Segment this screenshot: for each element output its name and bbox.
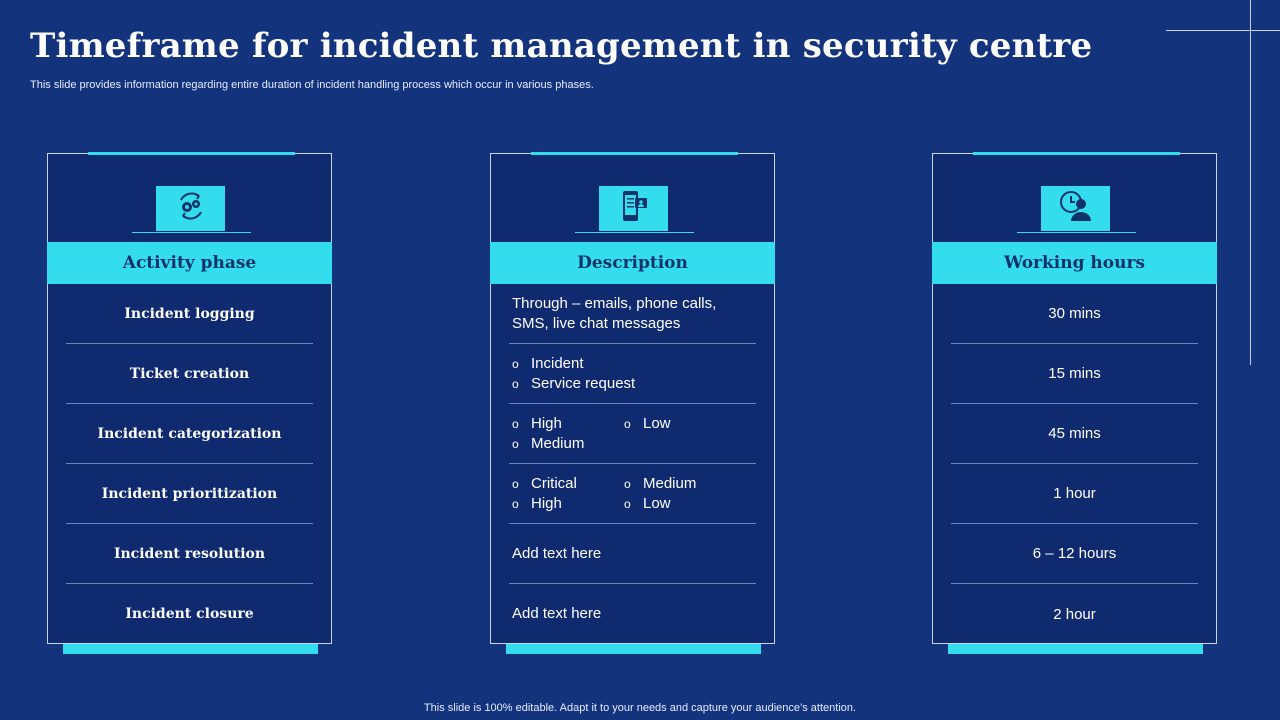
activity-label: Ticket creation	[129, 365, 250, 382]
hours-value: 1 hour	[1053, 485, 1096, 502]
working-hours-list	[951, 284, 1198, 644]
page-subtitle: This slide provides information regarding entire duration of incident handling process which occur in various phases.	[30, 79, 594, 91]
bullet-item: o Critical	[512, 474, 577, 492]
list-item	[509, 284, 756, 344]
icon-underline	[575, 232, 694, 233]
activity-phase-list	[66, 284, 313, 644]
hours-value: 45 mins	[1048, 425, 1101, 442]
description-icon-box	[599, 186, 668, 231]
list-item	[951, 524, 1198, 584]
description-placeholder: Add text here	[512, 605, 602, 622]
hours-value: 15 mins	[1048, 365, 1101, 382]
list-item	[951, 344, 1198, 404]
bullet-item: o Medium	[512, 434, 585, 452]
bullet-glyph: o	[624, 476, 631, 491]
hours-icon-box	[1041, 186, 1110, 231]
activity-label: Incident logging	[124, 305, 255, 322]
list-item	[509, 584, 756, 644]
card-bottom-accent	[63, 644, 318, 654]
card-top-accent	[88, 152, 295, 155]
bullet-item: o Low	[624, 414, 671, 432]
description-text: Through – emails, phone calls, SMS, live chat messages	[512, 294, 717, 332]
bullet-item: o Incident	[512, 354, 584, 372]
bullet-glyph: o	[512, 416, 519, 431]
clock-person-icon	[1059, 189, 1093, 228]
activity-label: Incident categorization	[97, 425, 282, 442]
description-header: Description	[490, 242, 775, 284]
list-item	[66, 524, 313, 584]
list-item	[66, 284, 313, 344]
list-item	[66, 344, 313, 404]
decorative-line-vertical	[1250, 0, 1251, 365]
icon-underline	[1017, 232, 1136, 233]
card-bottom-accent	[948, 644, 1203, 654]
bullet-glyph: o	[624, 416, 631, 431]
list-item	[951, 584, 1198, 644]
card-top-accent	[973, 152, 1180, 155]
bullet-glyph: o	[512, 476, 519, 491]
working-hours-header: Working hours	[932, 242, 1217, 284]
bullet-item: o Medium	[624, 474, 697, 492]
list-item	[66, 584, 313, 644]
bullet-glyph: o	[512, 436, 519, 451]
hours-value: 2 hour	[1053, 605, 1096, 623]
page-title: Timeframe for incident management in security centre	[30, 26, 1093, 66]
bullet-glyph: o	[624, 496, 631, 511]
list-item	[951, 404, 1198, 464]
card-bottom-accent	[506, 644, 761, 654]
list-item	[509, 464, 756, 524]
activity-phase-card	[47, 153, 332, 644]
icon-underline	[132, 232, 251, 233]
decorative-line-horizontal	[1166, 30, 1280, 31]
hours-value: 30 mins	[1048, 305, 1101, 322]
list-item	[66, 404, 313, 464]
list-item	[509, 404, 756, 464]
bullet-item: o High	[512, 494, 562, 512]
bullet-item: o Service request	[512, 374, 636, 392]
bullet-glyph: o	[512, 496, 519, 511]
footer-note: This slide is 100% editable. Adapt it to your needs and capture your audience’s attention.	[423, 702, 857, 714]
activity-label: Incident resolution	[113, 545, 266, 562]
description-placeholder: Add text here	[512, 544, 602, 562]
working-hours-card	[932, 153, 1217, 644]
activity-phase-header: Activity phase	[47, 242, 332, 284]
mobile-chat-icon	[619, 189, 649, 228]
bullet-glyph: o	[512, 356, 519, 371]
list-item	[66, 464, 313, 524]
gears-cycle-icon	[174, 190, 208, 227]
bullet-item: o High	[512, 414, 562, 432]
list-item	[951, 284, 1198, 344]
card-top-accent	[531, 152, 738, 155]
list-item	[509, 524, 756, 584]
bullet-item: o Low	[624, 494, 671, 512]
list-item	[951, 464, 1198, 524]
activity-icon-box	[156, 186, 225, 231]
bullet-glyph: o	[512, 376, 519, 391]
list-item	[509, 344, 756, 404]
description-list	[509, 284, 756, 644]
activity-label: Incident closure	[125, 606, 254, 622]
description-card	[490, 153, 775, 644]
activity-label: Incident prioritization	[101, 485, 278, 502]
hours-value: 6 – 12 hours	[1032, 545, 1117, 562]
